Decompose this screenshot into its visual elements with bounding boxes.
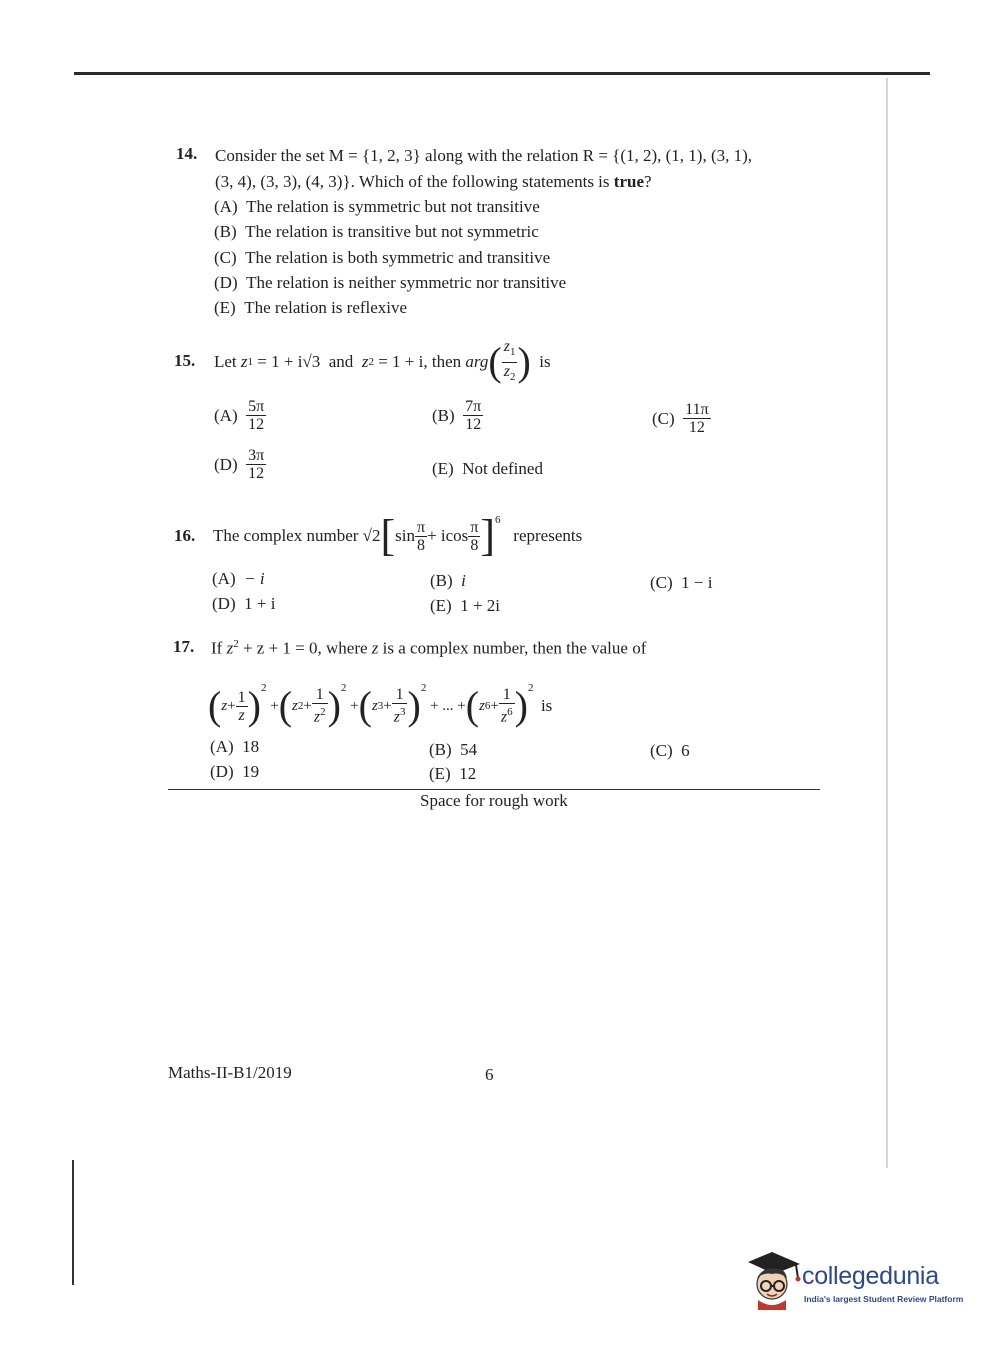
paper-code: Maths-II-B1/2019	[168, 1063, 292, 1082]
page-top-edge	[74, 72, 930, 75]
option-e[interactable]: (E) The relation is reflexive	[214, 298, 408, 317]
option-d[interactable]: (D) $\frac{3\pi}{12}$	[214, 447, 265, 482]
logo-tagline: India's largest Student Review Platform	[804, 1294, 964, 1304]
option-b[interactable]: (B) i	[430, 571, 466, 590]
option-c[interactable]: (C) 1 − i	[650, 573, 713, 592]
option-c[interactable]: (C) $\frac{11\pi}{12}$	[652, 401, 709, 436]
page-number: 6	[485, 1065, 494, 1084]
question-number: 17.	[173, 637, 195, 656]
option-e[interactable]: (E) Not defined	[432, 459, 543, 478]
option-d[interactable]: (D) 19	[210, 762, 260, 781]
option-a[interactable]: (A) − i	[212, 569, 265, 588]
option-d[interactable]: (D) The relation is neither symmetric nor transitive	[214, 273, 567, 292]
option-b[interactable]: (B) 54	[429, 740, 478, 759]
option-c[interactable]: (C) 6	[650, 741, 690, 760]
option-e[interactable]: (E) 12	[429, 764, 477, 783]
question-text: The complex number √2 [ sin $\frac{\pi}{8}$ + i cos $\frac{\pi}{8}$ ] $^6$ represents	[213, 511, 583, 560]
expression: ( z + $\frac{1}{z}$ ) $^2$ + ( z 2 + $\frac{1}{z^2}$ ) $^2$ + ( z 3 + $\frac{1}{z^3}$ ) $^2$ + ... + ( z 6 + $\frac{1}{z^6}$ ) $^2$ is	[208, 682, 553, 728]
collegedunia-logo[interactable]	[744, 1248, 974, 1310]
option-c[interactable]: (C) The relation is both symmetric and transitive	[214, 248, 551, 267]
question-number: 15.	[174, 351, 196, 370]
option-d[interactable]: (D) 1 + i	[212, 594, 276, 613]
question-text: (3, 4), (3, 3), (4, 3)}. Which of the following statements is true?	[215, 172, 652, 191]
question-number: 16.	[174, 526, 196, 545]
option-a[interactable]: (A) $\frac{5\pi}{12}$	[214, 398, 265, 433]
page-left-edge	[72, 1160, 74, 1285]
option-b[interactable]: (B) $\frac{7\pi}{12}$	[432, 398, 482, 433]
question-text: Let z 1 = 1 + i√3 and z 2 = 1 + i, then arg ( $\frac{z_1}{\overline{z}_2}$ ) is	[214, 338, 551, 384]
option-a[interactable]: (A) The relation is symmetric but not transitive	[214, 197, 540, 216]
logo-name: collegedunia	[802, 1262, 939, 1290]
option-b[interactable]: (B) The relation is transitive but not symmetric	[214, 222, 539, 241]
page-right-edge	[886, 78, 888, 1168]
question-text: If $z^2 + z + 1 = 0$, where z is a complex number, then the value of	[211, 638, 647, 658]
option-e[interactable]: (E) 1 + 2i	[430, 596, 501, 615]
rough-work-divider	[168, 789, 820, 790]
option-a[interactable]: (A) 18	[210, 737, 260, 756]
question-text: Consider the set M = {1, 2, 3} along with the relation R = {(1, 2), (1, 1), (3, 1),	[215, 146, 753, 165]
mascot-icon	[744, 1248, 802, 1310]
question-number: 14.	[176, 144, 198, 163]
rough-work-label: Space for rough work	[420, 791, 568, 810]
